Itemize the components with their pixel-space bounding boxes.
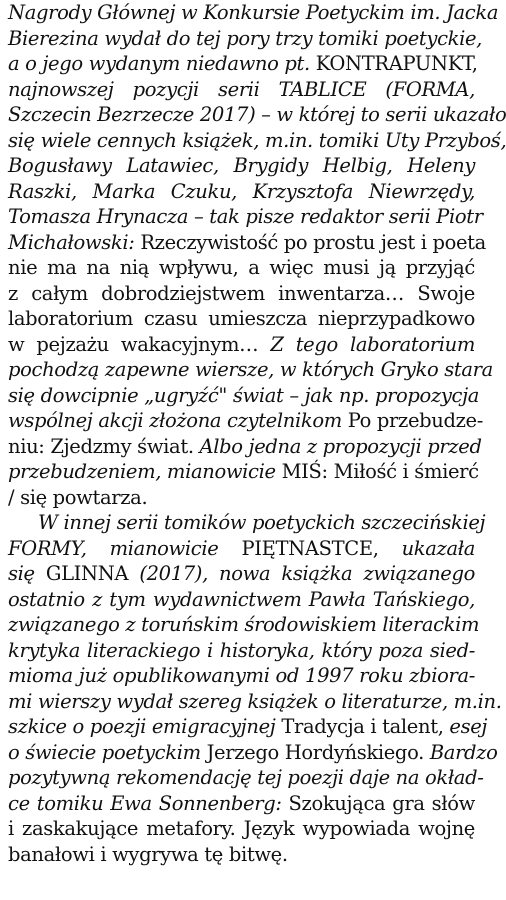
italic-text-segment: przebudzeniem, mianowicie — [8, 460, 282, 483]
text-line — [8, 765, 484, 791]
italic-text-segment: Michałowski: — [8, 230, 141, 254]
italic-text-segment: krytyka literackiego i historyka, który poza sied- — [8, 638, 475, 662]
roman-text-segment: PIĘTNASTCE, — [241, 536, 379, 560]
text-line — [8, 255, 475, 281]
roman-text-segment: nie ma na nią wpływu, a więc musi ją przyjąć — [8, 256, 475, 279]
italic-text-segment: się wiele cennych książek, m.in. tomiki Uty Przyboś, — [8, 128, 506, 152]
italic-text-segment: W innej serii tomików poetyckich szczecińskiej — [38, 511, 486, 534]
roman-text-segment: Tradycja i talent, — [281, 715, 444, 738]
italic-text-segment: szkice o poezji emigracyjnej — [8, 715, 282, 738]
italic-text-segment: FORMY, mianowicie — [8, 536, 242, 560]
italic-text-segment: pozytywną rekomendację tej poezji daje na okład- — [8, 766, 484, 789]
italic-text-segment: związanego z toruńskim środowiskiem literackim — [8, 613, 480, 636]
roman-text-segment: niu: Zjedzmy świat. — [8, 434, 200, 458]
text-line — [8, 153, 475, 179]
text-line — [8, 357, 493, 383]
text-line — [8, 459, 479, 485]
roman-text-segment: banałowi i wygrywa tę bitwę. — [8, 842, 288, 866]
text-line — [8, 102, 506, 128]
italic-text-segment: mi wierszy wydał szereg książek o literaturze, m.in. — [8, 689, 502, 713]
roman-text-segment: Jerzego Hordyńskiego. — [206, 740, 424, 764]
roman-text-segment: z całym dobrodziejstwem inwentarza… Swoje — [8, 281, 475, 305]
roman-text-segment: laboratorium czasu umieszcza nieprzypadkowo — [8, 307, 475, 330]
text-line — [8, 332, 475, 358]
italic-text-segment: Szczecin Bezrzecze 2017) – w której to serii ukazało — [8, 103, 506, 126]
text-line — [8, 204, 483, 230]
italic-text-segment: Albo jedna z propozycji przed — [199, 434, 482, 458]
italic-text-segment: Nagrody Głównej w Konkursie Poetyckim im. Jacka — [8, 1, 499, 24]
roman-text-segment: GLINNA — [45, 562, 129, 585]
roman-text-segment: Rzeczywistość po prostu jest i poeta — [140, 230, 486, 254]
italic-text-segment: esej — [443, 715, 488, 738]
text-line — [8, 740, 498, 766]
text-line — [8, 510, 486, 536]
italic-text-segment: Bogusławy Latawiec, Brygidy Helbig, Heleny — [8, 154, 475, 177]
text-line — [8, 408, 483, 434]
italic-text-segment: się — [8, 562, 46, 585]
text-line — [8, 842, 475, 868]
italic-text-segment: najnowszej pozycji serii TABLICE (FORMA, — [8, 77, 475, 101]
italic-text-segment: mioma już opublikowanymi od 1997 roku zbiora- — [8, 664, 475, 687]
roman-text-segment: Szokująca gra słów — [288, 791, 475, 815]
italic-text-segment: Z tego laboratorium — [270, 332, 475, 356]
text-line — [8, 128, 506, 154]
roman-text-segment: MIŚ: Miłość i śmierć — [281, 460, 479, 483]
italic-text-segment: Bardzo — [423, 740, 498, 764]
italic-text-segment: o świecie poetyckim — [8, 740, 207, 764]
roman-text-segment: w pejzażu wakacyjnym… — [8, 332, 271, 356]
text-line — [8, 612, 480, 638]
text-line — [8, 306, 475, 332]
italic-text-segment: pochodzą zapewne wiersze, w których Gryko stara — [8, 358, 493, 381]
text-line — [8, 536, 475, 562]
text-line — [8, 0, 499, 26]
text-line — [8, 791, 475, 817]
italic-text-segment: a o jego wydanym niedawno pt. — [8, 52, 316, 75]
text-line — [8, 485, 475, 511]
roman-text-segment: / się powtarza. — [8, 485, 148, 509]
text-line — [8, 714, 488, 740]
text-line — [8, 434, 482, 460]
text-line — [8, 230, 486, 256]
text-line — [8, 689, 502, 715]
text-line — [8, 179, 475, 205]
text-line — [8, 281, 475, 307]
italic-text-segment: (2017), nowa książka związanego — [128, 562, 475, 585]
italic-text-segment: ostatnio z tym wydawnictwem Pawła Tańskiego, — [8, 587, 475, 611]
text-line — [8, 587, 475, 613]
text-line — [8, 383, 480, 409]
text-line — [8, 638, 475, 664]
italic-text-segment: się dowcipnie „ugryźć" świat – jak np. propozycja — [8, 383, 480, 407]
roman-text-segment: i zaskakujące metafory. Język wypowiada wojnę — [8, 817, 475, 840]
italic-text-segment: ce tomiku Ewa Sonnenberg: — [8, 791, 289, 815]
text-line — [8, 561, 475, 587]
roman-text-segment: Po przebudze- — [347, 409, 483, 432]
roman-text-segment: KONTRAPUNKT, — [315, 52, 478, 75]
italic-text-segment: ukazała — [378, 536, 475, 560]
text-line — [8, 77, 475, 103]
text-line — [8, 816, 475, 842]
italic-text-segment: Tomasza Hrynacza – tak pisze redaktor serii Piotr — [8, 205, 483, 228]
italic-text-segment: Raszki, Marka Czuku, Krzysztofa Niewrzędy, — [8, 179, 475, 203]
text-line — [8, 663, 475, 689]
italic-text-segment: Bierezina wydał do tej pory trzy tomiki poetyckie, — [8, 26, 483, 50]
italic-text-segment: wspólnej akcji złożona czytelnikom — [8, 409, 348, 432]
article-text — [8, 0, 506, 867]
text-line — [8, 26, 483, 52]
text-line — [8, 51, 478, 77]
